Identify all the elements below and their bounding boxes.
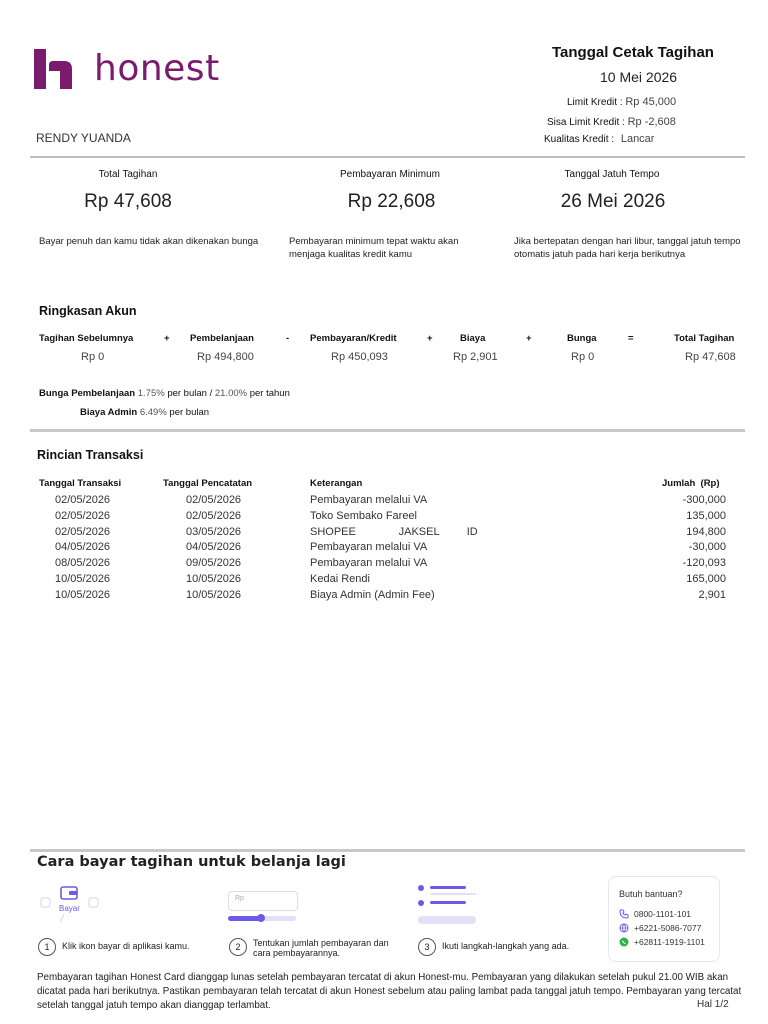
per-year-text: per tahun bbox=[249, 388, 290, 399]
tx-desc: Pembayaran melalui VA bbox=[310, 494, 428, 506]
table-row bbox=[0, 589, 768, 605]
table-row bbox=[0, 526, 768, 542]
tx-header-amount: Jumlah (Rp) bbox=[662, 478, 720, 489]
minimum-payment-label: Pembayaran Minimum bbox=[339, 169, 441, 180]
tx-desc: Toko Sembako Fareel bbox=[310, 509, 417, 522]
tx-amount: -30,000 bbox=[688, 541, 726, 554]
tx-desc: Biaya Admin (Admin Fee) bbox=[310, 588, 435, 601]
transactions-title: Rincian Transaksi bbox=[37, 448, 144, 462]
tx-date: 08/05/2026 bbox=[55, 557, 111, 570]
step-2-number: 2 bbox=[229, 938, 247, 956]
admin-fee-rate: 6.49% bbox=[139, 407, 167, 418]
help-phone-number: 0800-1101-101 bbox=[634, 909, 692, 919]
page-number: Hal 1/2 bbox=[697, 999, 729, 1010]
account-col-fee: Biaya bbox=[460, 333, 486, 344]
tx-date: 04/05/2026 bbox=[55, 541, 111, 554]
list-illustration-icon bbox=[416, 883, 480, 929]
print-date: 10 Mei 2026 bbox=[600, 69, 678, 85]
tx-desc: Pembayaran melalui VA bbox=[310, 557, 428, 570]
account-op: + bbox=[526, 333, 532, 344]
account-val-previous: Rp 0 bbox=[81, 351, 105, 363]
table-row bbox=[0, 557, 768, 573]
tx-date: 02/05/2026 bbox=[55, 509, 111, 522]
account-col-payment: Pembayaran/Kredit bbox=[310, 333, 397, 344]
tx-header-date: Tanggal Transaksi bbox=[39, 478, 122, 489]
credit-quality-label: Kualitas Kredit : bbox=[544, 134, 615, 145]
credit-quality-row bbox=[544, 133, 654, 145]
tx-date: 10/05/2026 bbox=[55, 573, 111, 585]
tx-desc: Pembayaran melalui VA bbox=[310, 541, 428, 554]
total-bill-label: Total Tagihan bbox=[98, 169, 158, 180]
account-op: + bbox=[427, 333, 433, 344]
step1-illustration bbox=[36, 884, 136, 924]
account-op: + bbox=[164, 333, 170, 344]
amount-input-illustration bbox=[228, 891, 298, 911]
account-col-total: Total Tagihan bbox=[674, 333, 735, 344]
credit-limit-value: Rp 45,000 bbox=[625, 96, 677, 108]
tx-date: 02/05/2026 bbox=[55, 494, 111, 506]
account-op: = bbox=[628, 333, 634, 344]
pay-button-illustration: Bayar bbox=[59, 904, 80, 913]
interest-rate-month: 1.75% bbox=[137, 388, 165, 399]
amount-slider-illustration bbox=[228, 916, 296, 921]
due-date-label: Tanggal Jatuh Tempo bbox=[564, 169, 660, 180]
table-row bbox=[0, 541, 768, 557]
tx-amount: 2,901 bbox=[698, 588, 726, 601]
honest-logo-icon bbox=[34, 49, 72, 89]
help-phone[interactable] bbox=[619, 909, 691, 919]
minimum-payment-desc: Pembayaran minimum tepat waktu akan menjaga kualitas kredit kamu bbox=[289, 236, 459, 260]
tx-post-date: 10/05/2026 bbox=[186, 588, 242, 601]
currency-label: Rp bbox=[235, 895, 244, 902]
slider-thumb bbox=[257, 914, 265, 922]
account-col-previous: Tagihan Sebelumnya bbox=[39, 333, 134, 344]
help-whatsapp[interactable] bbox=[619, 937, 705, 947]
tx-header-desc: Keterangan bbox=[310, 478, 363, 489]
tx-date: 02/05/2026 bbox=[55, 525, 111, 538]
tx-amount: 194,800 bbox=[686, 525, 726, 538]
tx-amount: -120,093 bbox=[682, 557, 726, 570]
step-3-number: 3 bbox=[418, 938, 436, 956]
tx-post-date: 10/05/2026 bbox=[186, 573, 242, 585]
total-bill-value: Rp 47,608 bbox=[84, 191, 172, 212]
tx-date: 10/05/2026 bbox=[55, 588, 111, 601]
admin-fee-label: Biaya Admin bbox=[80, 407, 138, 418]
account-col-interest: Bunga bbox=[567, 333, 597, 344]
transactions-table bbox=[0, 494, 768, 609]
step-2-text: Tentukan jumlah pembayaran dan cara pembayarannya. bbox=[253, 938, 389, 958]
help-web[interactable] bbox=[619, 923, 701, 933]
help-box bbox=[608, 876, 720, 962]
interest-rate-row bbox=[39, 388, 290, 399]
remaining-limit-label: Sisa Limit Kredit : bbox=[547, 117, 625, 128]
tx-post-date: 04/05/2026 bbox=[186, 541, 242, 554]
step-3-text: Ikuti langkah-langkah yang ada. bbox=[442, 941, 570, 951]
table-row bbox=[0, 494, 768, 510]
tx-amount: 165,000 bbox=[686, 573, 726, 585]
account-val-total: Rp 47,608 bbox=[685, 351, 736, 363]
due-date-desc: Jika bertepatan dengan hari libur, tanggal jatuh tempo otomatis jatuh pada hari kerja berikutnya bbox=[514, 236, 741, 260]
due-date-value: 26 Mei 2026 bbox=[560, 191, 666, 212]
account-col-spending: Pembelanjaan bbox=[190, 333, 254, 344]
admin-per-month-text: per bulan bbox=[169, 407, 210, 418]
tx-post-date: 02/05/2026 bbox=[186, 494, 242, 506]
divider bbox=[30, 156, 745, 158]
tx-post-date: 02/05/2026 bbox=[186, 509, 242, 522]
account-op: - bbox=[286, 333, 290, 344]
tx-post-date: 09/05/2026 bbox=[186, 557, 242, 570]
tx-desc: Kedai Rendi bbox=[310, 573, 370, 585]
help-title: Butuh bantuan? bbox=[619, 889, 683, 899]
step-1-text: Klik ikon bayar di aplikasi kamu. bbox=[62, 941, 190, 951]
whatsapp-icon bbox=[619, 937, 629, 947]
tx-amount: -300,000 bbox=[682, 494, 726, 506]
minimum-payment-value: Rp 22,608 bbox=[347, 191, 436, 212]
divider bbox=[30, 429, 745, 432]
account-val-fee: Rp 2,901 bbox=[453, 351, 498, 363]
account-val-interest: Rp 0 bbox=[571, 351, 595, 363]
howto-title: Cara bayar tagihan untuk belanja lagi bbox=[37, 854, 346, 870]
payment-note: Pembayaran tagihan Honest Card dianggap lunas setelah pembayaran tercatat di akun Honest-mu. Pembayaran yang dilakukan setelah pukul 21.00 WIB akan dicatat pada hari berikutnya. Pastikan pembayaran telah tercatat di akun Honest sebelum atau paling lambat pada tanggal jatuh tempo. Pembayaran yang tercatat setelah tanggal jatuh tempo akan dianggap terlambat. bbox=[37, 972, 742, 1011]
table-row bbox=[0, 510, 768, 526]
remaining-limit-row bbox=[547, 116, 676, 128]
tx-post-date: 03/05/2026 bbox=[186, 525, 242, 538]
tx-amount: 135,000 bbox=[686, 509, 726, 522]
credit-limit-label: Limit Kredit : bbox=[567, 97, 623, 108]
per-month-text: per bulan / bbox=[167, 388, 213, 399]
divider bbox=[30, 849, 745, 852]
admin-fee-row bbox=[80, 407, 209, 418]
steps-list-illustration bbox=[416, 883, 480, 929]
tx-header-post-date: Tanggal Pencatatan bbox=[163, 478, 253, 489]
customer-name: RENDY YUANDA bbox=[36, 131, 131, 145]
interest-rate-year: 21.00% bbox=[214, 388, 248, 399]
help-whatsapp-number: +62811-1919-1101 bbox=[634, 937, 705, 947]
total-bill-desc: Bayar penuh dan kamu tidak akan dikenakan bunga bbox=[39, 236, 259, 247]
step-1-number: 1 bbox=[38, 938, 56, 956]
globe-icon bbox=[619, 923, 629, 933]
print-date-label: Tanggal Cetak Tagihan bbox=[552, 44, 714, 61]
brand-name: honest bbox=[94, 48, 220, 89]
credit-quality-value: Lancar bbox=[620, 133, 655, 145]
pay-app-illustration-icon bbox=[36, 884, 136, 924]
account-val-payment: Rp 450,093 bbox=[331, 351, 388, 363]
credit-limit-row bbox=[567, 96, 676, 108]
account-summary-title: Ringkasan Akun bbox=[39, 304, 137, 318]
phone-icon bbox=[619, 909, 629, 919]
tx-desc: SHOPEE JAKSEL ID bbox=[310, 525, 478, 538]
help-web-number: +6221-5086-7077 bbox=[634, 923, 702, 933]
honest-logo bbox=[34, 48, 220, 89]
remaining-limit-value: Rp -2,608 bbox=[627, 116, 676, 128]
table-row bbox=[0, 573, 768, 589]
interest-rate-label: Bunga Pembelanjaan bbox=[39, 388, 136, 399]
account-val-spending: Rp 494,800 bbox=[197, 351, 254, 363]
